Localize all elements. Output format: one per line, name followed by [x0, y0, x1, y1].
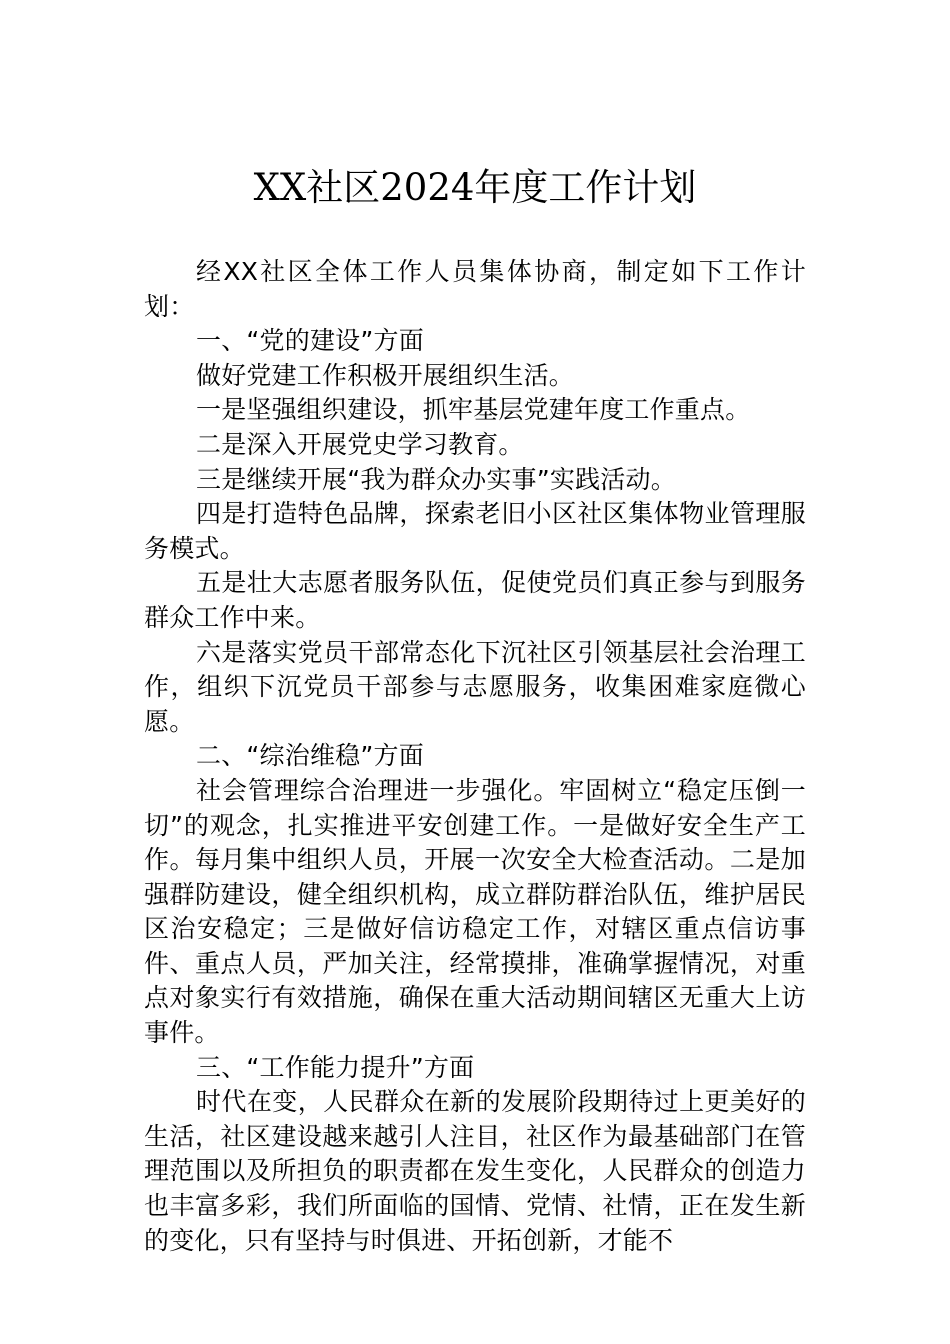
paragraph: 社会管理综合治理进一步强化。牢固树立“稳定压倒一切”的观念，扎实推进平安创建工作。一是做好安全生产工作。每月集中组织人员，开展一次安全大检查活动。二是加强群防建设，健全组织机构，成立群防群治队伍，维护居民区治安稳定；三是做好信访稳定工作，对辖区重点信访事件、重点人员，严加关注，经常摸排，准确掌握情况，对重点对象实行有效措施，确保在重大活动期间辖区无重大上访事件。: [144, 775, 806, 1048]
section-heading-stability: 二、“综治维稳”方面: [196, 741, 424, 771]
document-title: XX社区2024年度工作计划: [253, 166, 697, 209]
paragraph: 时代在变，人民群众在新的发展阶段期待过上更美好的生活，社区建设越来越引人注目，社区作为最基础部门在管理范围以及所担负的职责都在发生变化，人民群众的创造力也丰富多彩，我们所面临的国情、党情、社情，正在发生新的变化，只有坚持与时俱进、开拓创新，才能不: [144, 1087, 806, 1255]
paragraph-intro: 经XX社区全体工作人员集体协商，制定如下工作计划：: [144, 257, 806, 321]
list-item: 二是深入开展党史学习教育。: [196, 429, 524, 459]
list-item: 五是壮大志愿者服务队伍，促使党员们真正参与到服务群众工作中来。: [144, 568, 806, 632]
paragraph: 做好党建工作积极开展组织生活。: [196, 360, 575, 390]
section-heading-capability: 三、“工作能力提升”方面: [196, 1052, 475, 1082]
list-item: 一是坚强组织建设，抓牢基层党建年度工作重点。: [196, 395, 751, 425]
document-body: [144, 255, 806, 1258]
list-item: 三是继续开展“我为群众办实事”实践活动。: [196, 464, 676, 494]
list-item: 六是落实党员干部常态化下沉社区引领基层社会治理工作，组织下沉党员干部参与志愿服务，收集困难家庭微心愿。: [144, 637, 806, 736]
list-item: 四是打造特色品牌，探索老旧小区社区集体物业管理服务模式。: [144, 499, 806, 563]
section-heading-party-building: 一、“党的建设”方面: [196, 326, 424, 356]
